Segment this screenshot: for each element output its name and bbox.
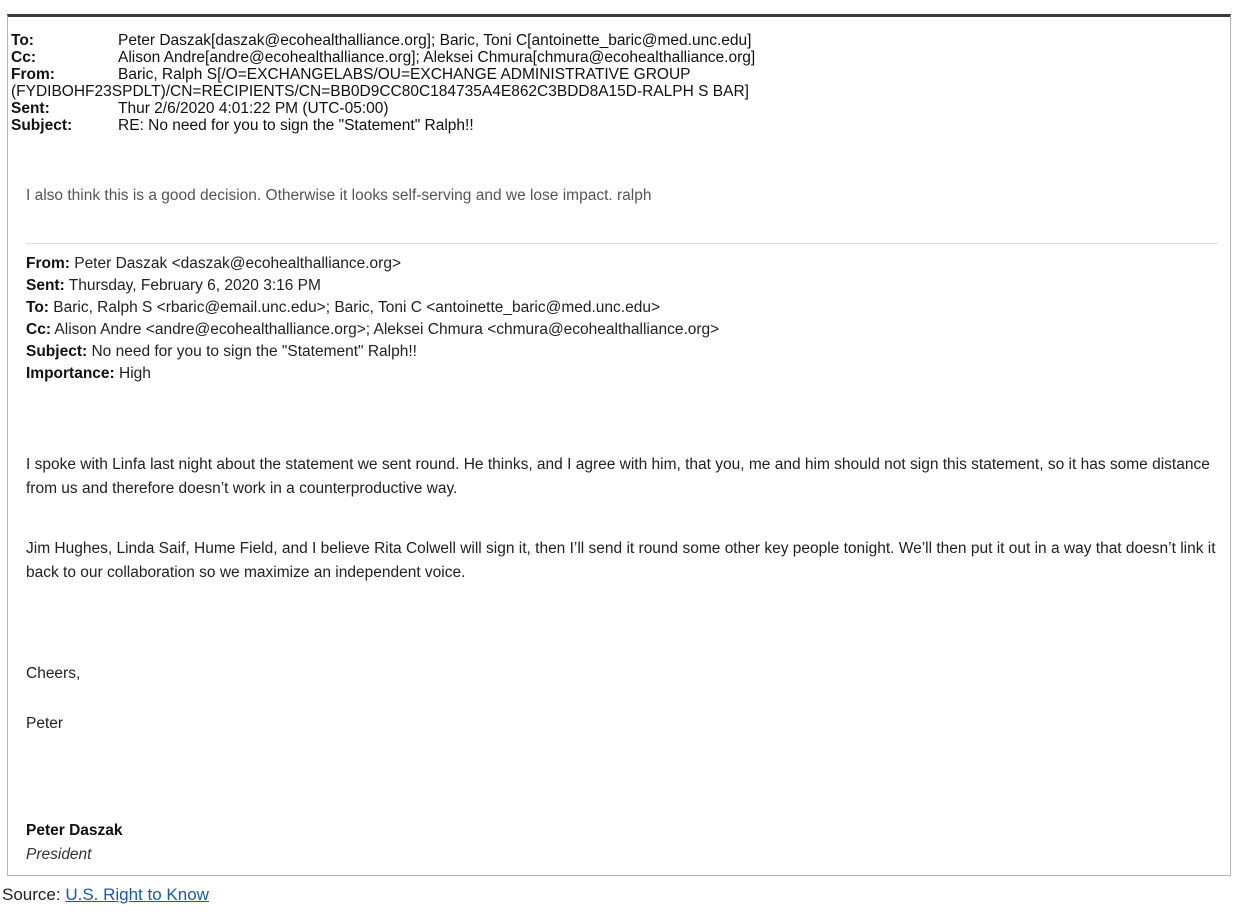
original-sent-value: Thursday, February 6, 2020 3:16 PM — [64, 277, 321, 294]
original-message-header — [26, 253, 1221, 385]
original-to-label: To: — [26, 299, 49, 316]
email-header — [11, 32, 1221, 134]
signature-title: President — [26, 846, 92, 863]
email-document — [7, 14, 1231, 876]
header-subject-row — [11, 117, 1221, 134]
original-to — [26, 297, 1221, 319]
header-cc-row — [11, 49, 1221, 66]
header-to-value: Peter Daszak[daszak@ecohealthalliance.org]; Baric, Toni C[antoinette_baric@med.unc.edu] — [118, 32, 752, 49]
header-sent-row — [11, 100, 1221, 117]
original-subject — [26, 341, 1221, 363]
original-to-value: Baric, Ralph S <rbaric@email.unc.edu>; Baric, Toni C <antoinette_baric@med.unc.edu> — [48, 299, 660, 316]
body-paragraph-1: I spoke with Linfa last night about the statement we sent round. He thinks, and I agree with him, that you, me and him should not sign this statement, so it has some distance from us and therefore doesn’t work in a counterproductive way. — [26, 456, 1210, 497]
original-subject-label: Subject: — [26, 343, 88, 360]
header-to-row — [11, 32, 1221, 49]
source-credit — [2, 885, 209, 905]
original-from — [26, 253, 1221, 275]
header-sent-label: Sent: — [11, 100, 50, 117]
body-paragraph-2: Jim Hughes, Linda Saif, Hume Field, and I believe Rita Colwell will sign it, then I’ll send it round some other key people tonight. We’ll then put it out in a way that doesn’t link it back to our collaboration so we maximize an independent voice. — [26, 540, 1216, 581]
header-from-value: Baric, Ralph S[/O=EXCHANGELABS/OU=EXCHANGE ADMINISTRATIVE GROUP — [118, 66, 691, 83]
source-label: Source: — [2, 885, 66, 904]
original-importance-value: High — [114, 365, 151, 382]
original-cc-label: Cc: — [26, 321, 51, 338]
header-from-label: From: — [11, 66, 55, 83]
header-cc-value: Alison Andre[andre@ecohealthalliance.org]; Aleksei Chmura[chmura@ecohealthalliance.org] — [118, 49, 756, 66]
header-from-continued: (FYDIBOHF23SPDLT)/CN=RECIPIENTS/CN=BB0D9CC80C184735A4E862C3BDD8A15D-RALPH S BAR] — [11, 83, 749, 100]
original-from-label: From: — [26, 255, 70, 272]
header-sent-value: Thur 2/6/2020 4:01:22 PM (UTC-05:00) — [118, 100, 389, 117]
header-subject-label: Subject: — [11, 117, 73, 134]
original-importance — [26, 363, 1221, 385]
quote-divider — [26, 243, 1218, 244]
header-cc-label: Cc: — [11, 49, 36, 66]
closing-text: Cheers, — [26, 665, 81, 682]
header-to-label: To: — [11, 32, 34, 49]
original-importance-label: Importance: — [26, 365, 115, 382]
original-subject-value: No need for you to sign the "Statement" Ralph!! — [87, 343, 417, 360]
source-link[interactable]: U.S. Right to Know — [65, 885, 209, 904]
closing-name: Peter — [26, 715, 64, 732]
original-cc — [26, 319, 1221, 341]
original-sent-label: Sent: — [26, 277, 65, 294]
reply-body: I also think this is a good decision. Otherwise it looks self-serving and we lose impact. ralph — [26, 187, 652, 204]
original-cc-value: Alison Andre <andre@ecohealthalliance.org>; Aleksei Chmura <chmura@ecohealthalliance.org> — [50, 321, 720, 338]
header-from-row — [11, 66, 1221, 83]
signature-name: Peter Daszak — [26, 822, 123, 839]
original-from-value: Peter Daszak <daszak@ecohealthalliance.org> — [69, 255, 402, 272]
header-subject-value: RE: No need for you to sign the "Statement" Ralph!! — [118, 117, 474, 134]
original-sent — [26, 275, 1221, 297]
